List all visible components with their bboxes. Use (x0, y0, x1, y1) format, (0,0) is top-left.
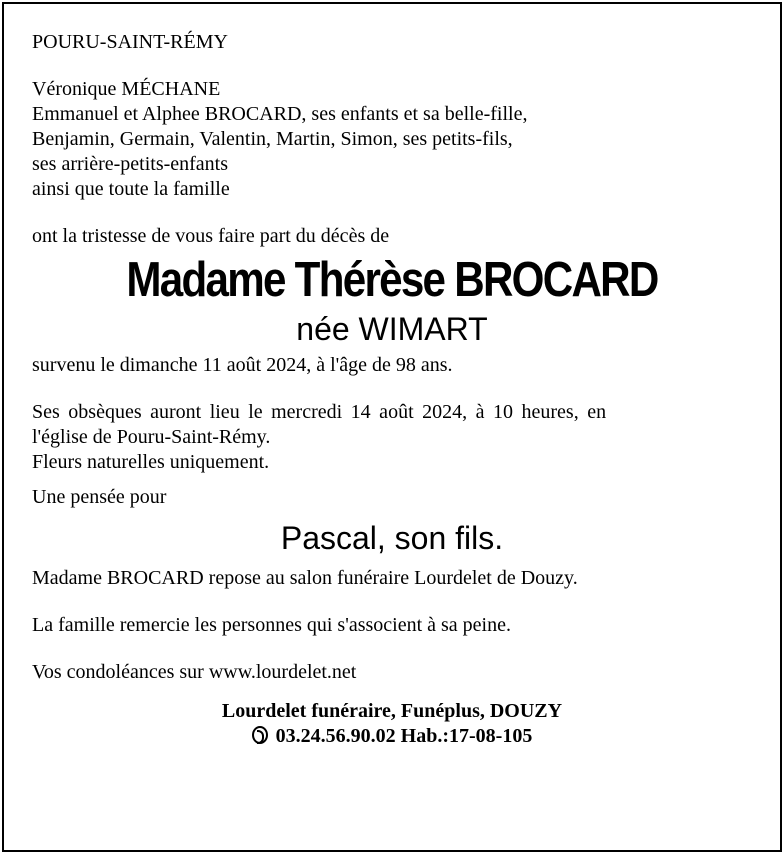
phone-number: 03.24.56.90.02 Hab.:17-08-105 (275, 725, 533, 747)
phone-icon (252, 726, 268, 744)
family-line: ses arrière-petits-enfants (32, 153, 229, 175)
family-line: ainsi que toute la famille (32, 178, 230, 200)
funeral-line: l'église de Pouru-Saint-Rémy. (32, 426, 271, 448)
announcement-intro: ont la tristesse de vous faire part du décès de (32, 225, 390, 247)
thought-person: Pascal, son fils. (280, 520, 504, 556)
funeral-line: Ses obsèques auront lieu le mercredi 14 août 2024, à 10 heures, en (32, 401, 607, 423)
deceased-name: Madame Thérèse BROCARD (126, 253, 658, 307)
family-list (32, 77, 752, 202)
family-line: Emmanuel et Alphee BROCARD, ses enfants et sa belle-fille, (32, 103, 528, 125)
date-of-death: survenu le dimanche 11 août 2024, à l'âge de 98 ans. (32, 354, 453, 376)
repose-note: Madame BROCARD repose au salon funéraire Lourdelet de Douzy. (32, 567, 578, 589)
funeral-details (32, 400, 752, 475)
thanks-note: La famille remercie les personnes qui s'associent à sa peine. (32, 614, 511, 636)
condolences-note: Vos condoléances sur www.lourdelet.net (32, 661, 357, 683)
thought-intro: Une pensée pour (32, 486, 167, 508)
family-line: Benjamin, Germain, Valentin, Martin, Simon, ses petits-fils, (32, 128, 513, 150)
funeral-line: Fleurs naturelles uniquement. (32, 451, 270, 473)
phone-line (32, 724, 752, 749)
obituary-notice (32, 30, 752, 749)
maiden-name: née WIMART (296, 311, 488, 347)
funeral-company: Lourdelet funéraire, Funéplus, DOUZY (221, 700, 563, 722)
family-line: Véronique MÉCHANE (32, 78, 221, 100)
location-heading: POURU-SAINT-RÉMY (32, 31, 228, 53)
